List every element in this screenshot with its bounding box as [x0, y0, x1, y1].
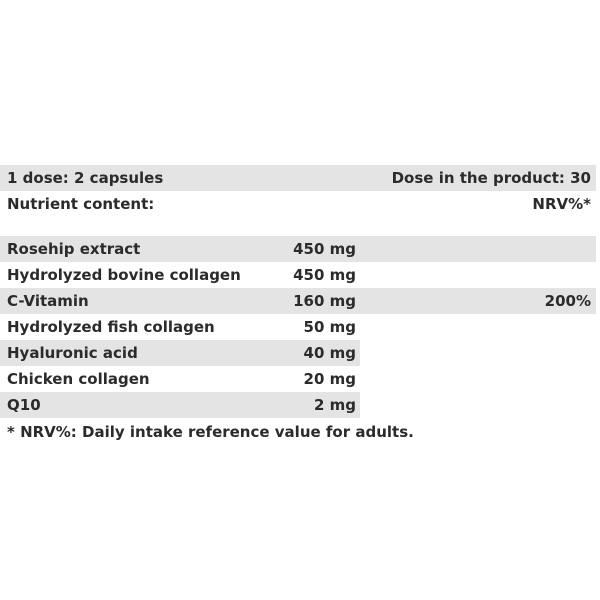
nutrient-name: Chicken collagen [7, 370, 150, 388]
nutrient-amount: 160 mg [293, 292, 356, 310]
nutrient-amount: 40 mg [303, 344, 356, 362]
nutrient-amount: 450 mg [293, 266, 356, 284]
nutrient-name: Hyaluronic acid [7, 344, 138, 362]
nutrient-content-row [0, 191, 596, 217]
table-row [0, 392, 596, 418]
footnote: * NRV%: Daily intake reference value for adults. [7, 423, 414, 441]
table-row [0, 262, 596, 288]
dose-label: 1 dose: 2 capsules [7, 169, 164, 187]
nutrient-name: Hydrolyzed fish collagen [7, 318, 215, 336]
table-row [0, 340, 596, 366]
nutrient-name: Rosehip extract [7, 240, 141, 258]
doses-in-product: Dose in the product: 30 [391, 169, 591, 187]
nutrient-amount: 450 mg [293, 240, 356, 258]
table-row [0, 288, 596, 314]
nutrient-nrv: 200% [544, 292, 591, 310]
nutrient-name: C-Vitamin [7, 292, 89, 310]
nutrient-amount: 50 mg [303, 318, 356, 336]
nutrient-content-label: Nutrient content: [7, 195, 155, 213]
table-row [0, 314, 596, 340]
nrv-header: NRV%* [532, 195, 591, 213]
nutrient-name: Q10 [7, 396, 41, 414]
table-row [0, 366, 596, 392]
dose-row [0, 165, 596, 191]
table-row [0, 236, 596, 262]
nutrient-name: Hydrolyzed bovine collagen [7, 266, 241, 284]
nutrient-amount: 20 mg [303, 370, 356, 388]
nutrient-amount: 2 mg [313, 396, 356, 414]
